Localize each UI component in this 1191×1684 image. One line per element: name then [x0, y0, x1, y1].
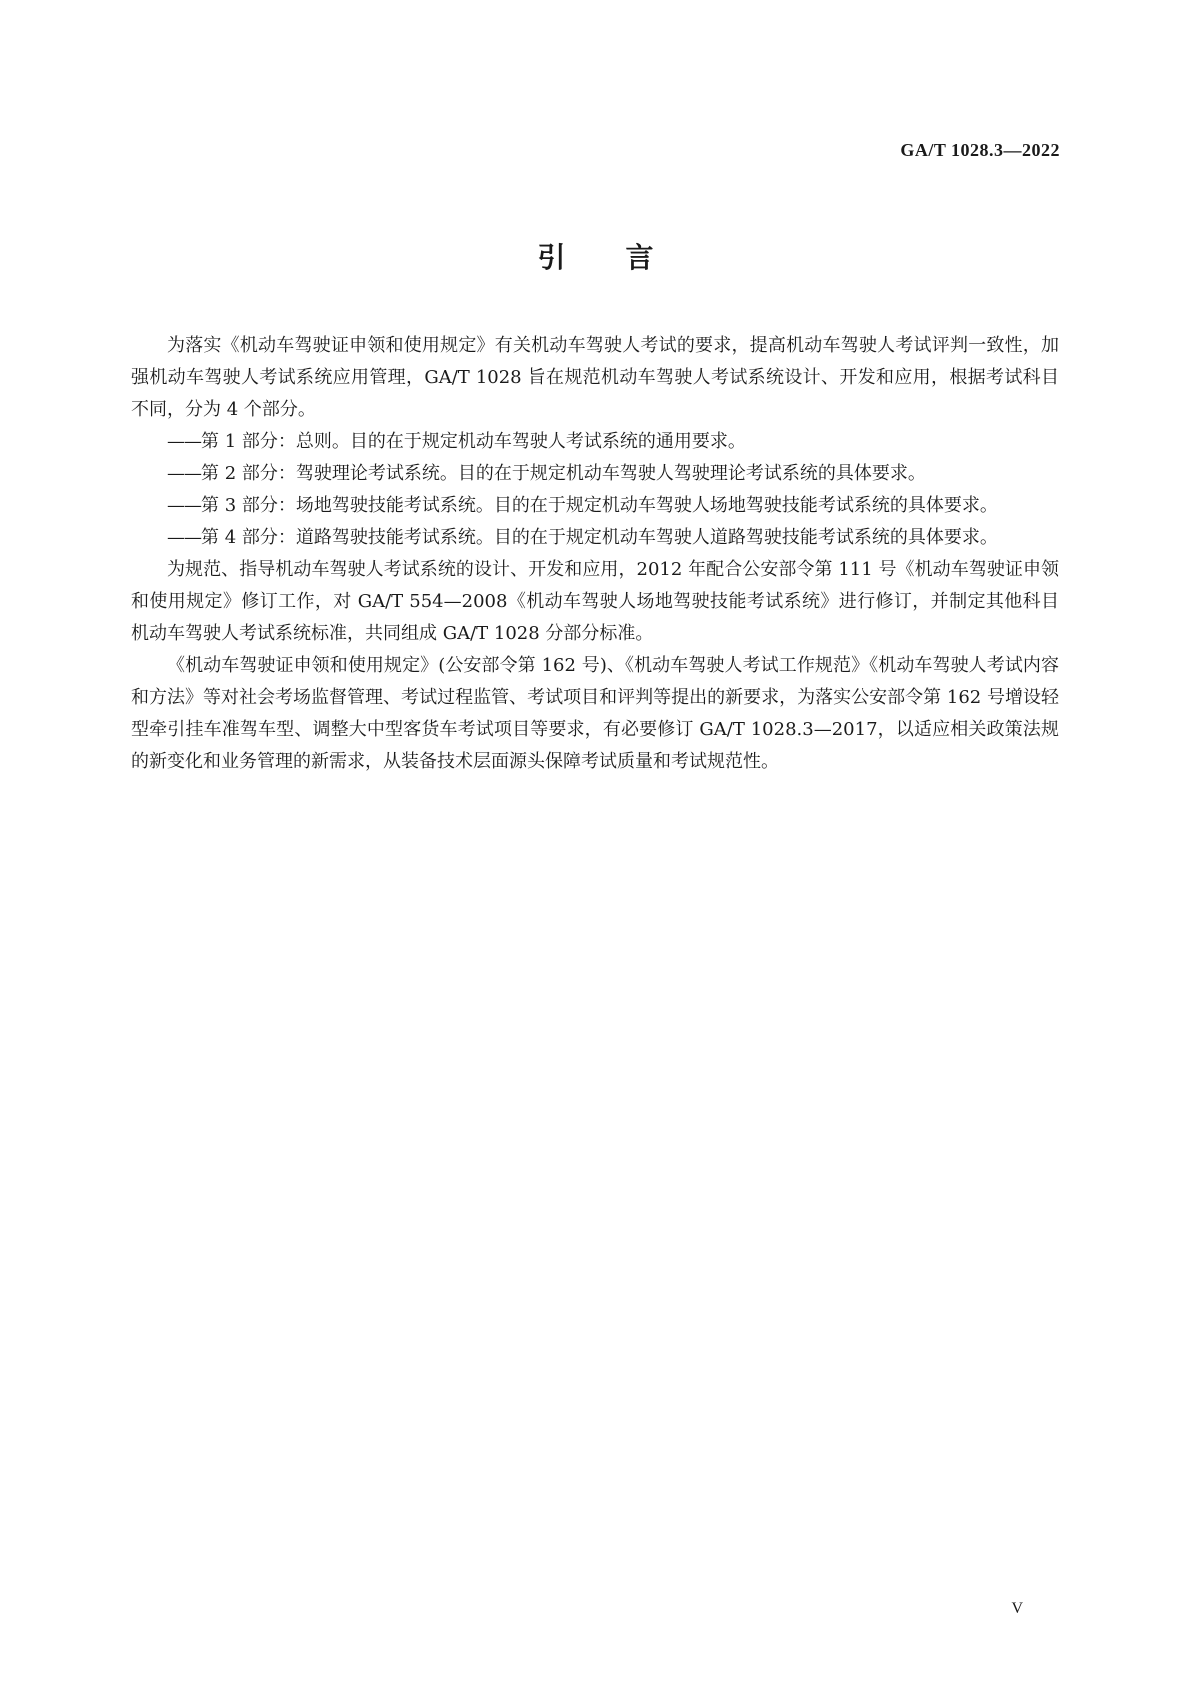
list-dash: ——	[167, 431, 201, 452]
document-code: GA/T 1028.3—2022	[900, 140, 1060, 160]
list-item-part-1	[131, 426, 1059, 458]
list-item-part-4	[131, 522, 1059, 554]
list-item-text: 第 2 部分：驾驶理论考试系统。目的在于规定机动车驾驶人驾驶理论考试系统的具体要求。	[201, 463, 926, 484]
list-dash: ——	[167, 527, 201, 548]
list-item-text: 第 3 部分：场地驾驶技能考试系统。目的在于规定机动车驾驶人场地驾驶技能考试系统的具体要求。	[201, 495, 998, 516]
paragraph-revision-reason: 《机动车驾驶证申领和使用规定》(公安部令第 162 号)、《机动车驾驶人考试工作规范》《机动车驾驶人考试内容和方法》等对社会考场监督管理、考试过程监管、考试项目和评判等提出的新要求，为落实公安部令第 162 号增设轻型牵引挂车准驾车型、调整大中型客货车考试项目等要求，有必要修订 GA/T 1028.3—2017，以适应相关政策法规的新变化和业务管理的新需求，从装备技术层面源头保障考试质量和考试规范性。	[131, 655, 1059, 772]
paragraph-history: 为规范、指导机动车驾驶人考试系统的设计、开发和应用，2012 年配合公安部令第 111 号《机动车驾驶证申领和使用规定》修订工作，对 GA/T 554—2008《机动车驾驶人场地驾驶技能考试系统》进行修订，并制定其他科目机动车驾驶人考试系统标准，共同组成 GA/T 1028 分部分标准。	[131, 559, 1059, 644]
page-title: 引言	[537, 241, 714, 274]
page-number: V	[1011, 1600, 1023, 1617]
list-item-part-3	[131, 490, 1059, 522]
list-item-part-2	[131, 458, 1059, 490]
list-item-text: 第 4 部分：道路驾驶技能考试系统。目的在于规定机动车驾驶人道路驾驶技能考试系统的具体要求。	[201, 527, 998, 548]
list-dash: ——	[167, 463, 201, 484]
list-dash: ——	[167, 495, 201, 516]
paragraph-purpose: 为落实《机动车驾驶证申领和使用规定》有关机动车驾驶人考试的要求，提高机动车驾驶人考试评判一致性，加强机动车驾驶人考试系统应用管理，GA/T 1028 旨在规范机动车驾驶人考试系统设计、开发和应用，根据考试科目不同，分为 4 个部分。	[131, 335, 1059, 420]
introduction-body	[131, 330, 1059, 778]
list-item-text: 第 1 部分：总则。目的在于规定机动车驾驶人考试系统的通用要求。	[201, 431, 746, 452]
